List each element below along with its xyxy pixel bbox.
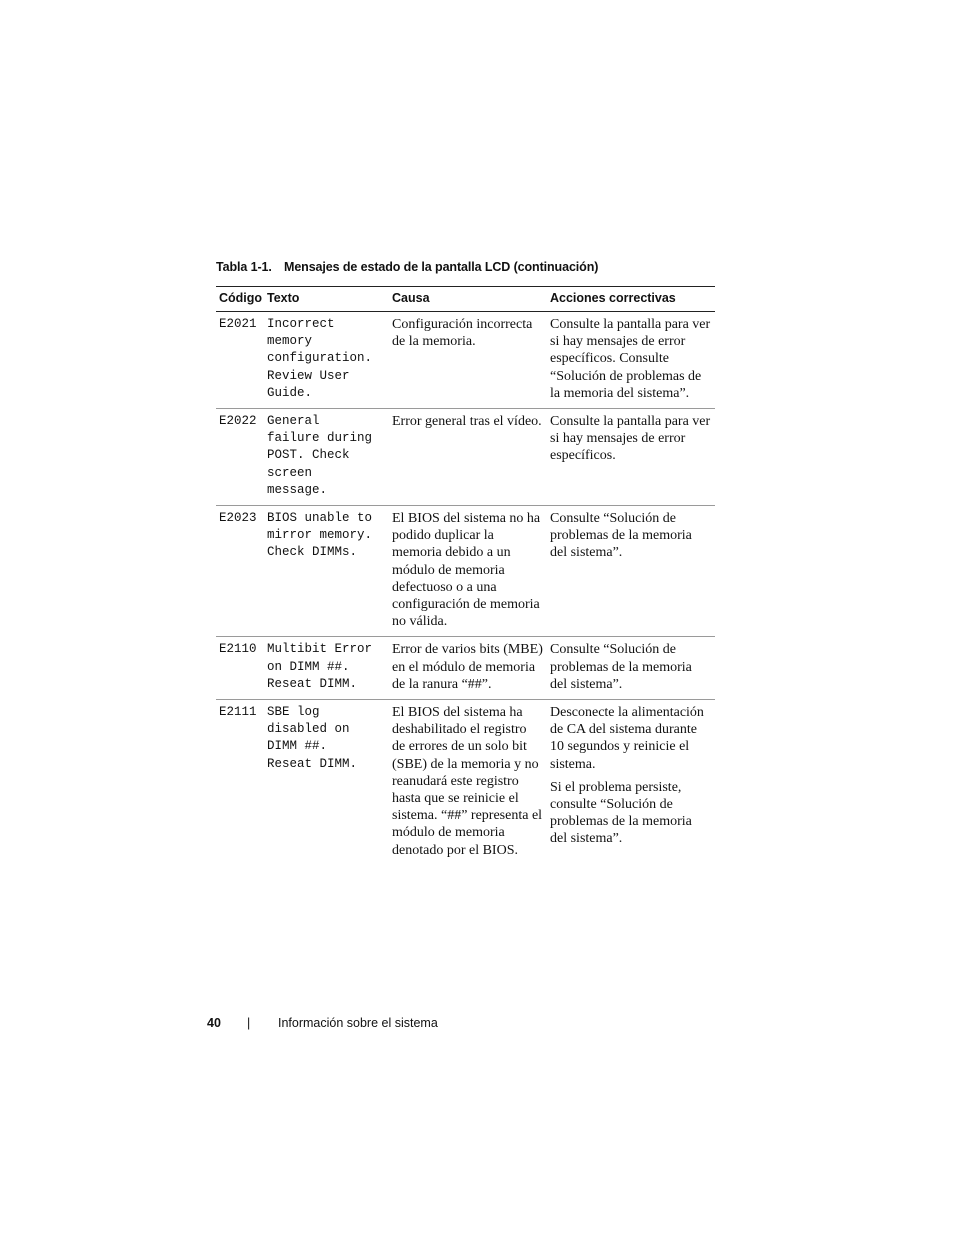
column-header-actions: Acciones correctivas bbox=[550, 291, 676, 305]
cell-actions bbox=[547, 506, 715, 637]
footer-section-title: Información sobre el sistema bbox=[278, 1016, 438, 1030]
cell-text: BIOS unable to mirror memory. Check DIMMs. bbox=[267, 511, 373, 560]
cell-code: E2023 bbox=[219, 511, 257, 526]
table-row bbox=[216, 700, 715, 865]
cell-text: General failure during POST. Check screen message. bbox=[267, 414, 373, 497]
table-caption bbox=[216, 260, 598, 274]
cell-cause: Configuración incorrecta de la memoria. bbox=[392, 317, 533, 350]
table-row bbox=[216, 637, 715, 700]
action-paragraph: Consulte “Solución de problemas de la memoria del sistema”. bbox=[550, 511, 692, 561]
cell-code: E2021 bbox=[219, 317, 257, 331]
cell-text: SBE log disabled on DIMM ##. Reseat DIMM. bbox=[267, 705, 358, 771]
table-header-row bbox=[216, 287, 715, 312]
action-paragraph: Consulte la pantalla para ver si hay mensajes de error específicos. bbox=[550, 414, 711, 464]
table-row bbox=[216, 409, 715, 506]
column-header-cause: Causa bbox=[392, 291, 430, 305]
cell-cause: Error general tras el vídeo. bbox=[392, 414, 542, 430]
action-paragraph: Consulte “Solución de problemas de la memoria del sistema”. bbox=[550, 642, 692, 692]
cell-code: E2022 bbox=[219, 414, 257, 429]
cell-actions bbox=[547, 700, 715, 865]
table-caption-title: Mensajes de estado de la pantalla LCD (continuación) bbox=[284, 260, 599, 274]
action-paragraph: Consulte la pantalla para ver si hay mensajes de error específicos. Consulte “Solución de problemas de la memoria del sistema”. bbox=[550, 317, 711, 401]
action-paragraph: Si el problema persiste, consulte “Solución de problemas de la memoria del sistema”. bbox=[550, 779, 692, 847]
cell-actions bbox=[547, 637, 715, 700]
cell-cause: El BIOS del sistema no ha podido duplicar la memoria debido a un módulo de memoria defectuoso o a una configuración de memoria no válida. bbox=[392, 511, 541, 630]
column-header-code: Código bbox=[219, 291, 263, 305]
action-paragraph: Desconecte la alimentación de CA del sistema durante 10 segundos y reinicie el sistema. bbox=[550, 705, 704, 772]
lcd-status-messages-table bbox=[216, 286, 715, 865]
page-number: 40 bbox=[207, 1016, 221, 1030]
table-row bbox=[216, 312, 715, 409]
cell-cause: El BIOS del sistema ha deshabilitado el registro de errores de un solo bit (SBE) de la memoria y no reanudará este registro hasta que se reinicie el sistema. “##” representa el módulo de memoria denotado por el BIOS. bbox=[392, 705, 543, 858]
cell-actions bbox=[547, 312, 715, 409]
table-row bbox=[216, 506, 715, 637]
column-header-text: Texto bbox=[267, 291, 300, 305]
footer-separator: | bbox=[247, 1016, 251, 1030]
table-caption-number: Tabla 1-1. bbox=[216, 260, 272, 274]
cell-cause: Error de varios bits (MBE) en el módulo de memoria de la ranura “##”. bbox=[392, 642, 543, 692]
cell-code: E2110 bbox=[219, 642, 257, 657]
cell-text: Incorrect memory configuration. Review User Guide. bbox=[267, 317, 373, 400]
cell-text: Multibit Error on DIMM ##. Reseat DIMM. bbox=[267, 642, 373, 691]
cell-code: E2111 bbox=[219, 705, 257, 720]
cell-actions bbox=[547, 409, 715, 506]
